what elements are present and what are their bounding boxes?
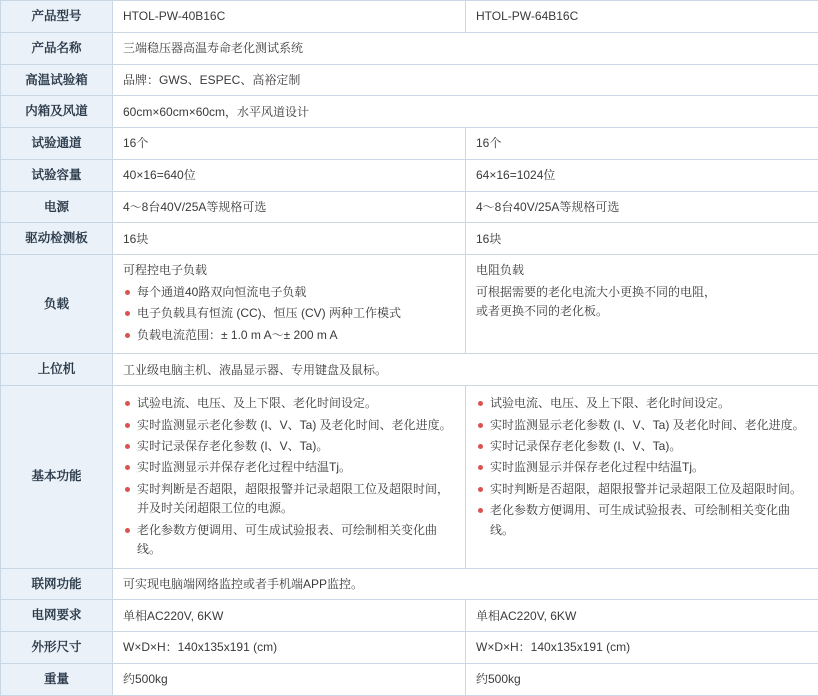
spec-value-cell: 可实现电脑端网络监控或者手机端APP监控。 (113, 568, 818, 600)
spec-cell-heading: 可程控电子负载 (123, 261, 455, 279)
spec-value-cell: 工业级电脑主机、液晶显示器、专用键盘及鼠标。 (113, 354, 818, 386)
spec-value-cell: 16个 (466, 128, 818, 160)
spec-text-lines (476, 283, 808, 322)
spec-text-line: 可根据需要的老化电流大小更换不同的电阻， (476, 283, 808, 302)
spec-value-cell: W×D×H：140x135x191 (cm) (113, 632, 466, 664)
spec-label-cell: 联网功能 (1, 568, 113, 600)
spec-bullet-item: 实时监测显示并保存老化过程中结温Tj。 (476, 458, 808, 477)
table-row (1, 32, 818, 64)
spec-value-cell: 4～8台40V/25A等规格可选 (466, 191, 818, 223)
table-row (1, 663, 818, 695)
table-row (1, 159, 818, 191)
spec-value-cell (466, 386, 818, 569)
specification-table-body (1, 1, 818, 696)
table-row (1, 255, 818, 354)
spec-value-cell (113, 386, 466, 569)
spec-bullet-item: 实时监测显示老化参数 (I、V、Ta) 及老化时间、老化进度。 (123, 416, 455, 435)
spec-value-cell: 40×16=640位 (113, 159, 466, 191)
spec-value-cell: HTOL-PW-40B16C (113, 1, 466, 33)
spec-label-cell: 试验通道 (1, 128, 113, 160)
spec-label-cell: 电网要求 (1, 600, 113, 632)
spec-value-cell: 4～8台40V/25A等规格可选 (113, 191, 466, 223)
spec-value-cell: 单相AC220V, 6KW (113, 600, 466, 632)
spec-value-cell (466, 255, 818, 354)
spec-bullet-item: 电子负载具有恒流 (CC)、恒压 (CV) 两种工作模式 (123, 304, 455, 323)
spec-bullet-item: 实时判断是否超限，超限报警并记录超限工位及超限时间，并及时关闭超限工位的电源。 (123, 480, 455, 519)
spec-bullet-item: 实时记录保存老化参数 (I、V、Ta)。 (476, 437, 808, 456)
spec-bullet-item: 实时判断是否超限，超限报警并记录超限工位及超限时间。 (476, 480, 808, 499)
spec-value-cell: 60cm×60cm×60cm，水平风道设计 (113, 96, 818, 128)
spec-bullet-item: 每个通道40路双向恒流电子负载 (123, 283, 455, 302)
spec-label-cell: 外形尺寸 (1, 632, 113, 664)
spec-label-cell: 高温试验箱 (1, 64, 113, 96)
spec-value-cell: W×D×H：140x135x191 (cm) (466, 632, 818, 664)
spec-label-cell: 电源 (1, 191, 113, 223)
table-row (1, 128, 818, 160)
table-row (1, 568, 818, 600)
spec-bullet-item: 负载电流范围：± 1.0 m A～± 200 m A (123, 326, 455, 345)
spec-bullet-item: 实时监测显示并保存老化过程中结温Tj。 (123, 458, 455, 477)
spec-label-cell: 产品名称 (1, 32, 113, 64)
spec-label-cell: 上位机 (1, 354, 113, 386)
spec-value-cell: 16块 (113, 223, 466, 255)
spec-cell-heading: 电阻负载 (476, 261, 808, 279)
spec-bullet-item: 老化参数方便调用、可生成试验报表、可绘制相关变化曲线。 (476, 501, 808, 540)
spec-value-cell (113, 255, 466, 354)
table-row (1, 223, 818, 255)
spec-bullet-list (476, 394, 808, 540)
spec-text-line: 或者更换不同的老化板。 (476, 302, 808, 321)
spec-value-cell: 约500kg (466, 663, 818, 695)
spec-bullet-list (123, 394, 455, 560)
table-row (1, 632, 818, 664)
spec-bullet-item: 试验电流、电压、及上下限、老化时间设定。 (476, 394, 808, 413)
table-row (1, 600, 818, 632)
spec-value-cell: 64×16=1024位 (466, 159, 818, 191)
spec-label-cell: 驱动检测板 (1, 223, 113, 255)
spec-label-cell: 内箱及风道 (1, 96, 113, 128)
spec-label-cell: 负载 (1, 255, 113, 354)
spec-value-cell: 三端稳压器高温寿命老化测试系统 (113, 32, 818, 64)
table-row (1, 64, 818, 96)
table-row (1, 191, 818, 223)
spec-bullet-item: 试验电流、电压、及上下限、老化时间设定。 (123, 394, 455, 413)
spec-value-cell: 单相AC220V, 6KW (466, 600, 818, 632)
spec-label-cell: 试验容量 (1, 159, 113, 191)
spec-value-cell: 16个 (113, 128, 466, 160)
spec-value-cell: 品牌：GWS、ESPEC、高裕定制 (113, 64, 818, 96)
table-row (1, 1, 818, 33)
spec-label-cell: 产品型号 (1, 1, 113, 33)
table-row (1, 96, 818, 128)
spec-label-cell: 基本功能 (1, 386, 113, 569)
spec-bullet-item: 实时记录保存老化参数 (I、V、Ta)。 (123, 437, 455, 456)
spec-value-cell: HTOL-PW-64B16C (466, 1, 818, 33)
spec-bullet-item: 实时监测显示老化参数 (I、V、Ta) 及老化时间、老化进度。 (476, 416, 808, 435)
spec-value-cell: 约500kg (113, 663, 466, 695)
spec-label-cell: 重量 (1, 663, 113, 695)
table-row (1, 386, 818, 569)
table-row (1, 354, 818, 386)
spec-bullet-list (123, 283, 455, 345)
spec-bullet-item: 老化参数方便调用、可生成试验报表、可绘制相关变化曲线。 (123, 521, 455, 560)
spec-value-cell: 16块 (466, 223, 818, 255)
